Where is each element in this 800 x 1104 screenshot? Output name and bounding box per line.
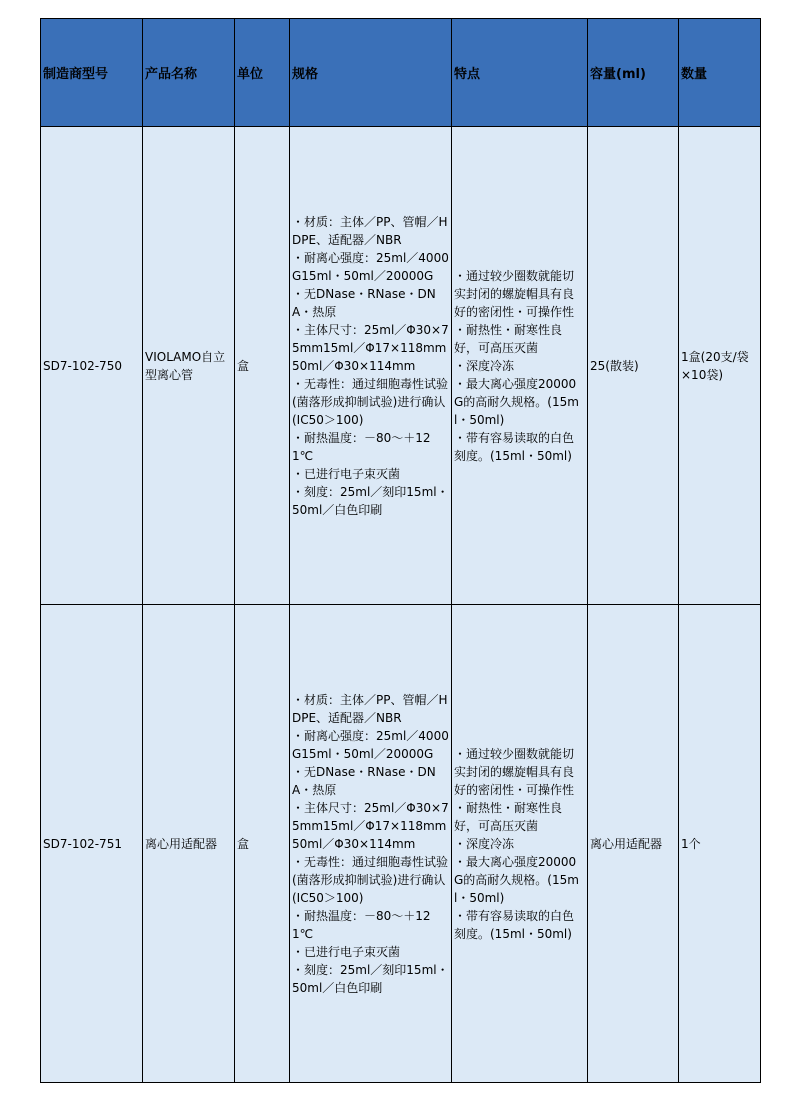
cell-capacity: 25(散装) [588, 127, 679, 605]
header-product-name: 产品名称 [143, 19, 235, 127]
spec-line: ・耐热温度：－80～＋121℃ [292, 908, 431, 941]
spec-line: ・耐离心强度：25ml／4000G15ml・50ml／20000G [292, 250, 449, 283]
feature-line: ・带有容易读取的白色刻度。(15ml・50ml) [454, 908, 575, 941]
header-capacity: 容量(ml) [588, 19, 679, 127]
cell-quantity: 1盒(20支/袋×10袋) [679, 127, 761, 605]
header-quantity: 数量 [679, 19, 761, 127]
cell-model: SD7-102-750 [41, 127, 143, 605]
feature-line: ・深度冷冻 [454, 836, 515, 851]
feature-line: ・最大离心强度20000G的高耐久规格。(15ml・50ml) [454, 376, 579, 427]
feature-line: ・深度冷冻 [454, 358, 515, 373]
header-feature: 特点 [452, 19, 588, 127]
spec-line: ・无毒性：通过细胞毒性试验(菌落形成抑制试验)进行确认(IC50＞100) [292, 376, 449, 427]
spec-line: ・主体尺寸：25ml／Φ30×75mm15ml／Φ17×118mm50ml／Φ30×114mm [292, 322, 449, 373]
spec-line: ・无DNase・RNase・DNA・热原 [292, 764, 436, 797]
spec-line: ・主体尺寸：25ml／Φ30×75mm15ml／Φ17×118mm50ml／Φ30×114mm [292, 800, 449, 851]
spec-line: ・刻度：25ml／刻印15ml・50ml／白色印刷 [292, 484, 449, 517]
cell-feature [452, 605, 588, 1083]
table-row [41, 127, 761, 605]
cell-quantity: 1个 [679, 605, 761, 1083]
feature-line: ・耐热性・耐寒性良好，可高压灭菌 [454, 800, 563, 833]
cell-unit: 盒 [235, 127, 290, 605]
spec-line: ・耐离心强度：25ml／4000G15ml・50ml／20000G [292, 728, 449, 761]
product-spec-table [40, 18, 761, 1083]
cell-model: SD7-102-751 [41, 605, 143, 1083]
header-unit: 单位 [235, 19, 290, 127]
cell-unit: 盒 [235, 605, 290, 1083]
cell-capacity: 离心用适配器 [588, 605, 679, 1083]
cell-product-name: 离心用适配器 [143, 605, 235, 1083]
feature-line: ・带有容易读取的白色刻度。(15ml・50ml) [454, 430, 575, 463]
header-spec: 规格 [290, 19, 452, 127]
header-model: 制造商型号 [41, 19, 143, 127]
spec-line: ・无毒性：通过细胞毒性试验(菌落形成抑制试验)进行确认(IC50＞100) [292, 854, 449, 905]
spec-line: ・材质：主体／PP、管帽／HDPE、适配器／NBR [292, 692, 448, 725]
feature-line: ・通过较少圈数就能切实封闭的螺旋帽具有良好的密闭性・可操作性 [454, 746, 575, 797]
spec-line: ・无DNase・RNase・DNA・热原 [292, 286, 436, 319]
feature-line: ・耐热性・耐寒性良好，可高压灭菌 [454, 322, 563, 355]
cell-product-name: VIOLAMO自立型离心管 [143, 127, 235, 605]
table-row [41, 605, 761, 1083]
feature-line: ・通过较少圈数就能切实封闭的螺旋帽具有良好的密闭性・可操作性 [454, 268, 575, 319]
cell-spec [290, 127, 452, 605]
spec-line: ・已进行电子束灭菌 [292, 944, 401, 959]
spec-line: ・耐热温度：－80～＋121℃ [292, 430, 431, 463]
spec-line: ・材质：主体／PP、管帽／HDPE、适配器／NBR [292, 214, 448, 247]
table-header-row [41, 19, 761, 127]
feature-line: ・最大离心强度20000G的高耐久规格。(15ml・50ml) [454, 854, 579, 905]
cell-feature [452, 127, 588, 605]
spec-line: ・刻度：25ml／刻印15ml・50ml／白色印刷 [292, 962, 449, 995]
cell-spec [290, 605, 452, 1083]
spec-line: ・已进行电子束灭菌 [292, 466, 401, 481]
